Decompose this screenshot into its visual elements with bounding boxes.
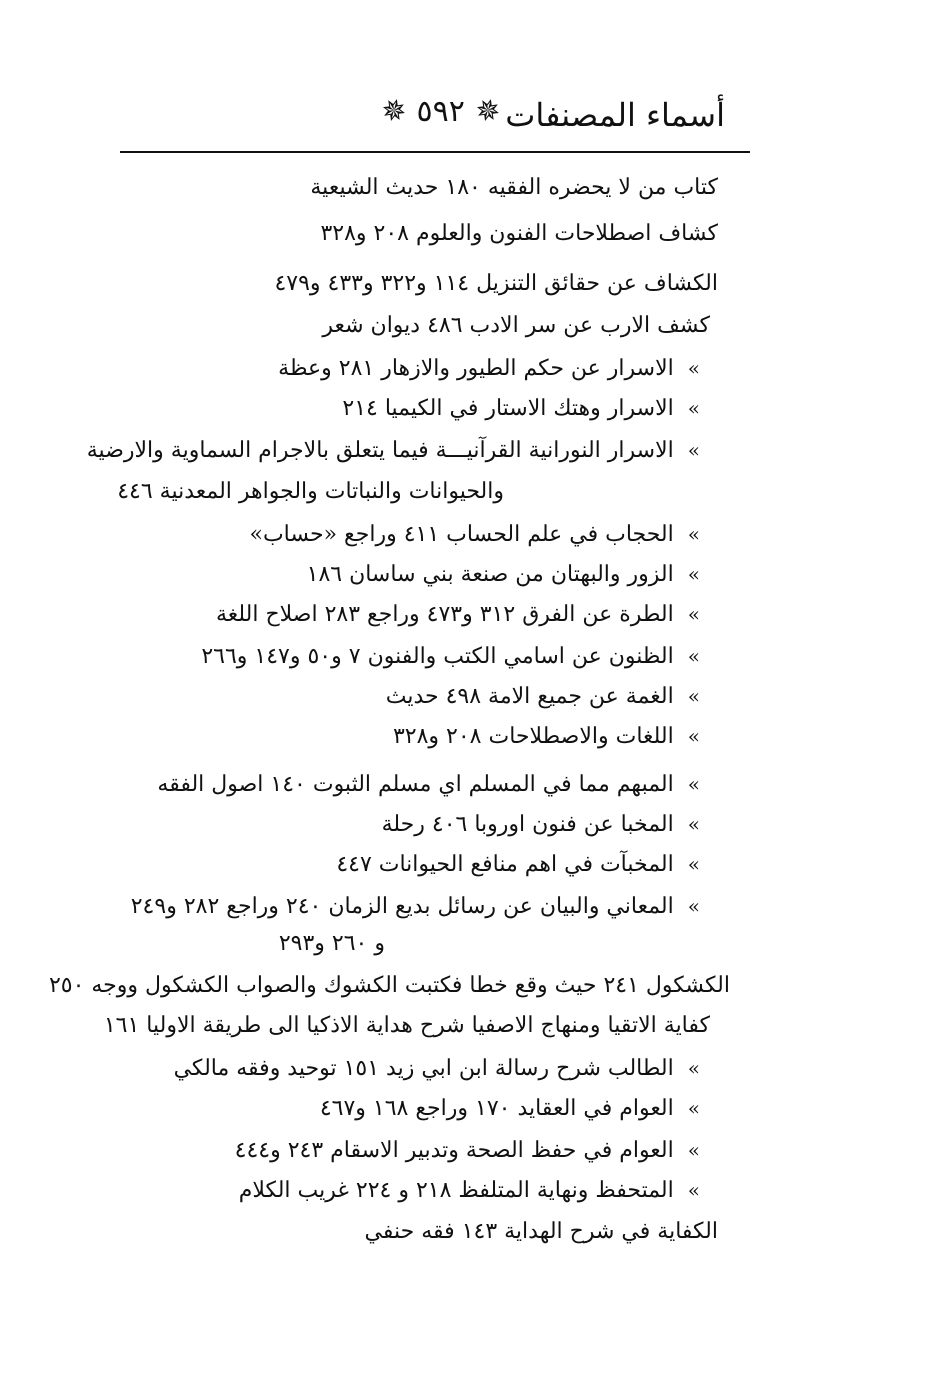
entry-text: الاسرار النورانية القرآنيـــة فيما يتعلق بالاجرام السماوية والارضية xyxy=(86,438,674,463)
entry-text: المخبا عن فنون اوروبا ٤٠٦ رحلة xyxy=(381,812,674,837)
list-item xyxy=(320,1092,700,1125)
list-item xyxy=(274,268,718,300)
entry-text: الكشاف عن حقائق التنزيل ١١٤ و٣٢٢ و٤٣٣ و٤٧٩ xyxy=(274,271,718,296)
ditto-mark: » xyxy=(687,562,700,586)
entry-text: الكشكول ٢٤١ حيث وقع خطا فكتبت الكشوك والصواب الكشكول ووجه ٢٥٠ xyxy=(48,973,730,998)
ditto-mark: » xyxy=(687,684,700,708)
list-item xyxy=(157,768,700,801)
ditto-mark: » xyxy=(687,356,700,380)
ditto-mark: » xyxy=(687,1056,700,1080)
entry-text: الحجاب في علم الحساب ٤١١ وراجع «حساب» xyxy=(249,522,674,547)
list-item xyxy=(174,1052,700,1085)
list-item xyxy=(216,598,700,631)
list-item xyxy=(382,808,700,841)
list-item xyxy=(322,310,710,342)
entry-text: كشاف اصطلاحات الفنون والعلوم ٢٠٨ و٣٢٨ xyxy=(320,221,718,246)
list-item xyxy=(104,1010,710,1042)
ditto-mark: » xyxy=(687,522,700,546)
ditto-mark: » xyxy=(687,1096,700,1120)
ditto-mark: » xyxy=(687,1138,700,1162)
list-item xyxy=(336,848,700,881)
entry-text: المتحفظ ونهاية المتلفظ ٢١٨ و ٢٢٤ غريب الكلام xyxy=(238,1178,674,1203)
entry-text: المخبآت في اهم منافع الحيوانات ٤٤٧ xyxy=(336,852,674,877)
ditto-mark: » xyxy=(687,772,700,796)
entry-text: الاسرار وهتك الاستار في الكيميا ٢١٤ xyxy=(342,396,674,421)
list-item xyxy=(278,352,700,385)
page-header xyxy=(120,92,750,142)
entry-text: الزور والبهتان من صنعة بني ساسان ١٨٦ xyxy=(306,562,674,587)
entry-text: الطرة عن الفرق ٣١٢ و٤٧٣ وراجع ٢٨٣ اصلاح اللغة xyxy=(215,602,674,627)
entry-text: كتاب من لا يحضره الفقيه ١٨٠ حديث الشيعية xyxy=(310,175,718,200)
running-title: أسماء المصنفات xyxy=(505,96,725,134)
entry-text: العوام في العقايد ١٧٠ وراجع ١٦٨ و٤٦٧ xyxy=(319,1096,674,1121)
entry-text: الظنون عن اسامي الكتب والفنون ٧ و٥٠ و١٤٧ و٢٦٦ xyxy=(201,644,674,669)
list-item xyxy=(131,890,700,923)
entry-text: الغمة عن جميع الامة ٤٩٨ حديث xyxy=(385,684,674,709)
list-item xyxy=(307,558,700,591)
ditto-mark: » xyxy=(687,852,700,876)
ditto-mark: » xyxy=(687,724,700,748)
list-item xyxy=(386,680,700,713)
header-rule xyxy=(120,151,750,153)
entry-text: المبهم مما في المسلم اي مسلم الثبوت ١٤٠ اصول الفقه xyxy=(157,772,674,797)
list-item-continuation xyxy=(117,476,504,508)
entry-text: الكفاية في شرح الهداية ١٤٣ فقه حنفي xyxy=(364,1219,718,1244)
list-item xyxy=(239,1174,700,1207)
entry-text: العوام في حفظ الصحة وتدبير الاسقام ٢٤٣ و٤٤٤ xyxy=(234,1138,674,1163)
ditto-mark: » xyxy=(687,438,700,462)
entry-text: والحيوانات والنباتات والجواهر المعدنية ٤٤٦ xyxy=(117,479,504,504)
list-item xyxy=(87,434,700,467)
entry-text: كفاية الاتقيا ومنهاج الاصفيا شرح هداية الاذكيا الى طريقة الاوليا ١٦١ xyxy=(103,1013,710,1038)
entry-list xyxy=(48,172,730,1262)
list-item xyxy=(49,970,730,1002)
page-number: ٥٩٢ xyxy=(416,94,465,129)
list-item-continuation xyxy=(279,928,385,960)
list-item xyxy=(235,1134,700,1167)
star-ornament-icon: ✵ xyxy=(377,91,411,132)
star-ornament-icon: ✵ xyxy=(470,91,505,132)
entry-text: المعاني والبيان عن رسائل بديع الزمان ٢٤٠ وراجع ٢٨٢ و٢٤٩ xyxy=(130,894,674,919)
entry-text: و ٢٦٠ و٢٩٣ xyxy=(278,931,385,956)
page-number-group xyxy=(377,91,505,132)
list-item xyxy=(393,720,700,753)
entry-text: الاسرار عن حكم الطيور والازهار ٢٨١ وعظة xyxy=(278,356,674,381)
ditto-mark: » xyxy=(687,1178,700,1202)
ditto-mark: » xyxy=(687,602,700,626)
list-item xyxy=(365,1216,718,1248)
entry-text: كشف الارب عن سر الادب ٤٨٦ ديوان شعر xyxy=(322,313,710,338)
entry-text: اللغات والاصطلاحات ٢٠٨ و٣٢٨ xyxy=(392,724,674,749)
ditto-mark: » xyxy=(687,812,700,836)
list-item xyxy=(310,172,718,204)
list-item xyxy=(201,640,700,673)
entry-text: الطالب شرح رسالة ابن ابي زيد ١٥١ توحيد وفقه مالكي xyxy=(173,1056,674,1081)
list-item xyxy=(342,392,700,425)
list-item xyxy=(320,218,718,250)
ditto-mark: » xyxy=(687,894,700,918)
list-item xyxy=(250,518,701,551)
ditto-mark: » xyxy=(687,396,700,420)
ditto-mark: » xyxy=(687,644,700,668)
